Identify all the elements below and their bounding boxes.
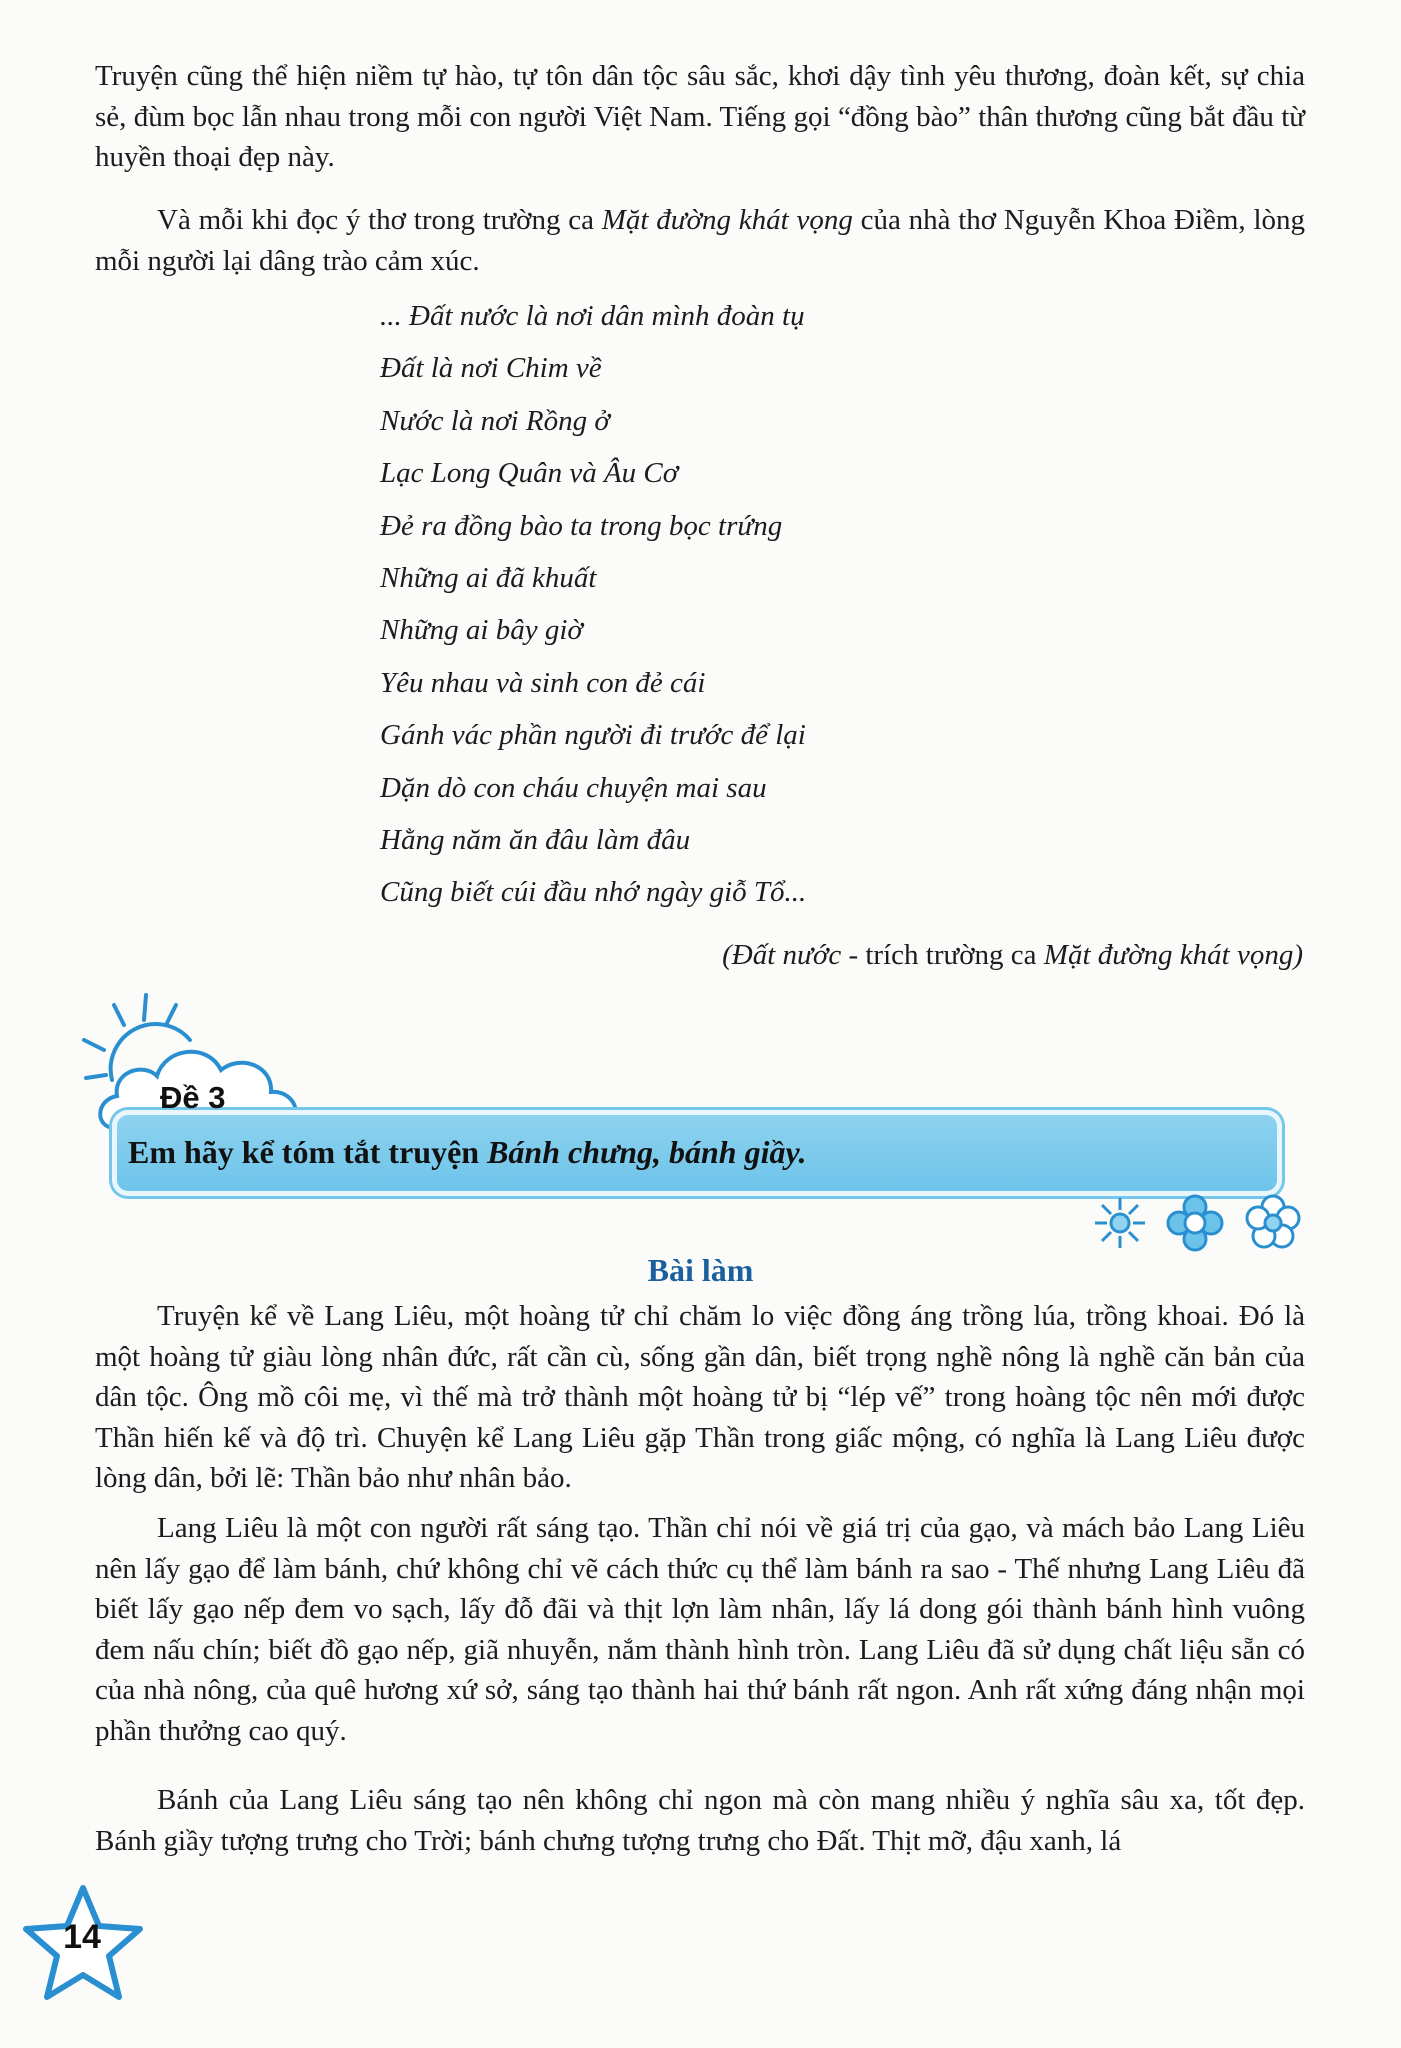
answer-paragraph-2: Lang Liêu là một con người rất sáng tạo. Thần chỉ nói về giá trị của gạo, và mách bảo Lang Liêu nên lấy gạo để làm bánh, chứ không chỉ vẽ cách thức cụ thể làm bánh ra sao - Thế nhưng Lang Liêu đã biết lấy gạo nếp đem vo sạch, lấy đỗ đãi và thịt lợn làm nhân, lấy lá dong gói thành bánh hình vuông đem nấu chín; biết đồ gạo nếp, giã nhuyễn, nắm thành hình tròn. Lang Liêu đã sử dụng chất liệu sẵn có của nhà nông, của quê hương xứ sở, sáng tạo thành hai thứ bánh rất ngon. Anh rất xứng đáng nhận mọi phần thưởng cao quý. — [95, 1512, 1305, 1747]
answer-paragraph-1: Truyện kể về Lang Liêu, một hoàng tử chỉ chăm lo việc đồng áng trồng lúa, trồng khoai. Đó là một hoàng tử giàu lòng nhân đức, rất cần cù, sống gần dân, biết trọng nghề nông là nghề căn bản của dân tộc. Ông mồ côi mẹ, vì thế mà trở thành một hoàng tử bị “lép vế” trong hoàng tộc nên mới được Thần hiến kế và độ trì. Chuyện kể Lang Liêu gặp Thần trong giấc mộng, có nghĩa là Lang Liêu được lòng dân, bởi lẽ: Thần bảo như nhân bảo. — [95, 1300, 1305, 1494]
poem-line: Hằng năm ăn đâu làm đâu — [380, 823, 691, 856]
exercise-prompt-text: Em hãy kể tóm tắt truyện — [128, 1134, 488, 1170]
flower-icon — [1168, 1196, 1222, 1250]
flower-decoration — [1085, 1188, 1315, 1258]
poem-line: Nước là nơi Rồng ở — [380, 404, 610, 437]
intro-text-after: của nhà thơ Nguyễn Khoa Điềm, lòng mỗi người lại dâng trào cảm xúc. — [95, 204, 1305, 277]
exercise-prompt-title: Bánh chưng, bánh giầy. — [487, 1134, 807, 1170]
work-title: Mặt đường khát vọng — [601, 204, 853, 236]
poem-source-work: Mặt đường khát vọng) — [1043, 939, 1303, 971]
exercise-prompt — [128, 1134, 806, 1171]
page-number: 14 — [63, 1918, 101, 1956]
poem-source-title: (Đất nước — [722, 939, 842, 971]
flower-icon — [1247, 1196, 1299, 1247]
poem-line: Những ai bây giờ — [380, 614, 583, 647]
poem-line: Cũng biết cúi đầu nhớ ngày giỗ Tổ... — [380, 876, 807, 909]
poem-line: Yêu nhau và sinh con đẻ cái — [380, 666, 706, 699]
exercise-label: Đề 3 — [160, 1080, 226, 1115]
poem-line: Đất là nơi Chim về — [380, 352, 602, 385]
poem-line: Dặn dò con cháu chuyện mai sau — [380, 771, 767, 804]
answer-paragraph-3: Bánh của Lang Liêu sáng tạo nên không chỉ ngon mà còn mang nhiều ý nghĩa sâu xa, tốt đẹp. Bánh giầy tượng trưng cho Trời; bánh chưng tượng trưng cho Đất. Thịt mỡ, đậu xanh, lá — [95, 1784, 1305, 1857]
intro-paragraph-1: Truyện cũng thể hiện niềm tự hào, tự tôn dân tộc sâu sắc, khơi dậy tình yêu thương, đoàn kết, sự chia sẻ, đùm bọc lẫn nhau trong mỗi con người Việt Nam. Tiếng gọi “đồng bào” thân thương cũng bắt đầu từ huyền thoại đẹp này. — [95, 60, 1305, 173]
poem-line: Lạc Long Quân và Âu Cơ — [380, 457, 679, 490]
poem-line: Đẻ ra đồng bào ta trong bọc trứng — [380, 509, 783, 542]
intro-text-before: Và mỗi khi đọc ý thơ trong trường ca — [157, 204, 602, 236]
answer-heading: Bài làm — [647, 1252, 754, 1288]
flower-icon — [1095, 1198, 1145, 1248]
poem-line: Gánh vác phần người đi trước để lại — [380, 719, 806, 752]
poem-line: Những ai đã khuất — [380, 561, 597, 594]
poem-source-middle: - trích trường ca — [841, 939, 1044, 971]
poem-line: ... Đất nước là nơi dân mình đoàn tụ — [380, 300, 805, 332]
